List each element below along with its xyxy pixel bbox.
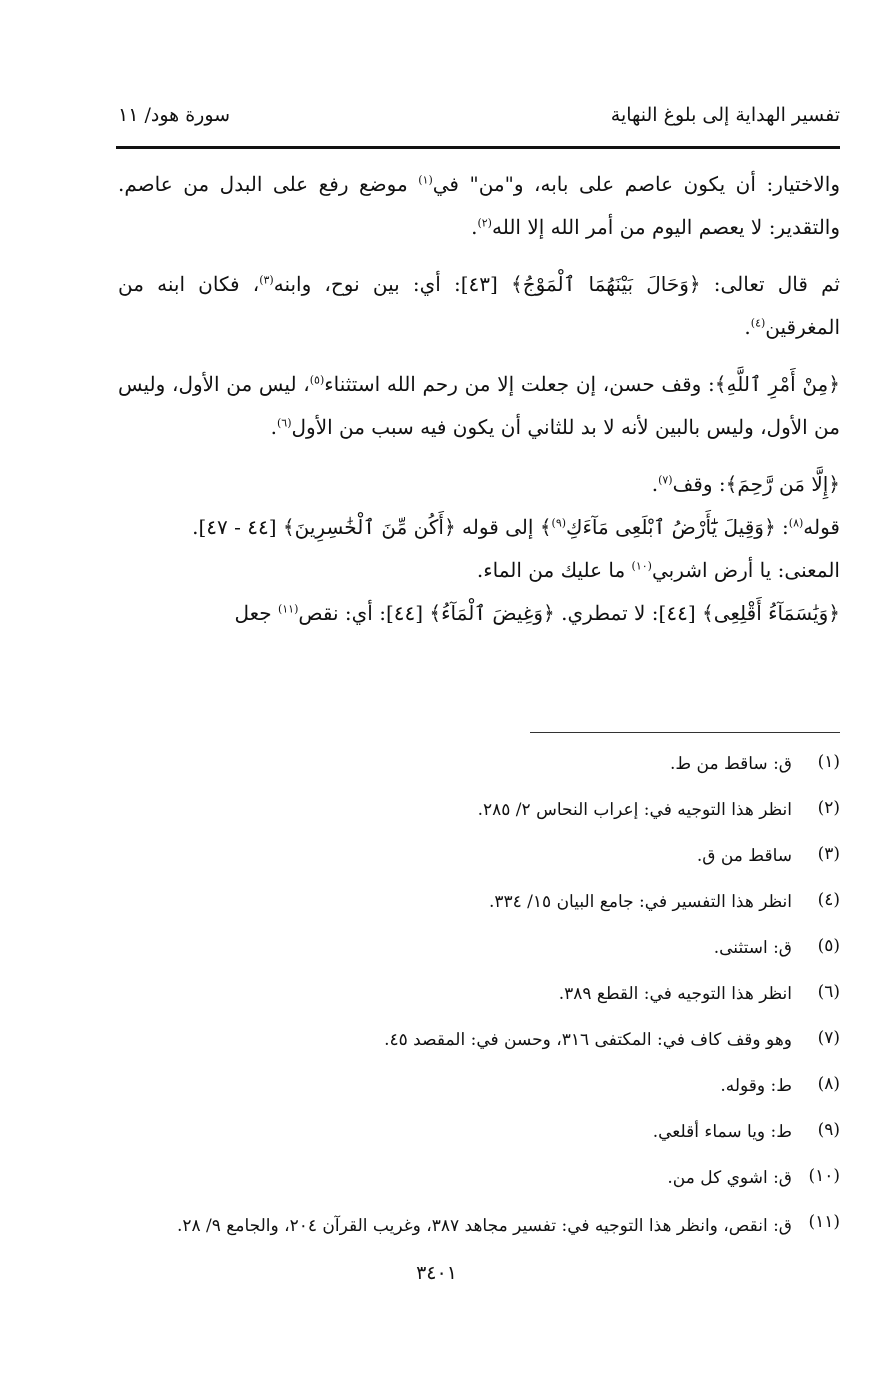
footnote-number: (٨)	[817, 1074, 840, 1094]
book-title: تفسير الهداية إلى بلوغ النهاية	[610, 104, 840, 126]
running-header	[118, 100, 840, 140]
header-rule	[116, 146, 840, 149]
footnote	[118, 1162, 840, 1195]
paragraph-7: ﴿وَيَٰسَمَآءُ أَقْلِعِى﴾ [٤٤]: لا تمطري. ﴿وَغِيضَ ٱلْمَآءُ﴾ [٤٤]: أي: نقص$^{(١١)}$ جعل	[234, 601, 840, 625]
footnote	[118, 1070, 840, 1103]
footnote-ref[interactable]: (٤)	[750, 316, 766, 330]
footnote	[118, 1024, 840, 1057]
footnote-ref[interactable]: (٣)	[259, 273, 274, 287]
footnote	[118, 932, 840, 965]
footnote	[118, 1208, 840, 1244]
footnote-text: ط: ويا سماء أقلعي.	[652, 1122, 792, 1142]
quran-verse: ﴿مِنْ أَمْرِ ٱللَّهِ﴾	[714, 372, 840, 396]
footnote-ref[interactable]: (٨)	[788, 516, 804, 530]
paragraph-6: المعنى: يا أرض اشربي$^{(١٠)}$ ما عليك من الماء.	[476, 558, 840, 582]
footnotes	[118, 748, 840, 1257]
paragraph-5: قوله$^{(٨)}$: ﴿وَقِيلَ يَٰٓأَرْضُ ٱبْلَعِى مَآءَكِ$^{(٩)}$﴾ إلى قوله ﴿أَكُن مِّنَ ٱلْخَٰسِرِينَ﴾ [٤٤ - ٤٧].	[192, 515, 840, 539]
footnote-ref[interactable]: (٩)	[551, 516, 567, 530]
footnote	[118, 978, 840, 1011]
footnote-number: (٩)	[817, 1120, 840, 1140]
page-number: ٣٤٠١	[416, 1262, 457, 1284]
footnote-text: ق: استثنى.	[713, 938, 792, 958]
quran-verse: ﴿وَقِيلَ يَٰٓأَرْضُ ٱبْلَعِى مَآءَكِ	[566, 515, 776, 539]
paragraph-4: ﴿إِلَّا مَن رَّحِمَ﴾: وقف$^{(٧)}$.	[651, 472, 840, 496]
footnote-ref[interactable]: (٢)	[477, 216, 492, 230]
footnote-number: (٦)	[817, 982, 840, 1002]
footnote-ref[interactable]: (٧)	[658, 473, 673, 487]
footnote-ref[interactable]: (٦)	[276, 416, 292, 430]
quran-verse: ﴿وَحَالَ بَيْنَهُمَا ٱلْمَوْجُ﴾	[511, 272, 701, 296]
footnote-text: ط: وقوله.	[720, 1076, 792, 1096]
footnote-number: (٢)	[817, 798, 840, 818]
quran-verse: ﴿إِلَّا مَن رَّحِمَ﴾	[725, 472, 840, 496]
footnote-text: انظر هذا التفسير في: جامع البيان ١٥/ ٣٣٤.	[488, 892, 792, 912]
footnote	[118, 1116, 840, 1149]
footnote-number: (١)	[817, 752, 840, 772]
footnote	[118, 886, 840, 919]
footnote-text: ق: انقص، وانظر هذا التوجيه في: تفسير مجاهد ٣٨٧، وغريب القرآن ٢٠٤، والجامع ٩/ ٢٨.	[176, 1216, 792, 1236]
quran-verse: ﴿وَيَٰسَمَآءُ أَقْلِعِى﴾	[702, 601, 840, 625]
main-text	[118, 163, 840, 635]
paragraph-2: ثم قال تعالى: ﴿وَحَالَ بَيْنَهُمَا ٱلْمَوْجُ﴾ [٤٣]: أي: بين نوح، وابنه$^{(٣)}$، فكان ابنه من المغرقين$^{(٤)}$.	[118, 272, 840, 339]
footnote	[118, 748, 840, 781]
surah-label: سورة هود/ ١١	[118, 104, 231, 126]
footnotes-divider	[530, 732, 840, 733]
footnote-ref[interactable]: (١٠)	[631, 559, 652, 573]
footnote	[118, 794, 840, 827]
footnote-text: وهو وقف كاف في: المكتفى ٣١٦، وحسن في: المقصد ٤٥.	[384, 1030, 792, 1050]
footnote-ref[interactable]: (١)	[418, 173, 433, 187]
footnote-text: ق: اشوي كل من.	[667, 1168, 792, 1188]
footnote-ref[interactable]: (١١)	[277, 602, 299, 616]
footnote-text: ق: ساقط من ط.	[670, 754, 792, 774]
paragraph-3: ﴿مِنْ أَمْرِ ٱللَّهِ﴾: وقف حسن، إن جعلت إلا من رحم الله استثناء$^{(٥)}$، ليس من الأول، وليس من الأول، وليس بالبين لأنه لا بد للثاني أن يكون فيه سبب من الأول$^{(٦)}$.	[118, 372, 840, 439]
footnote-number: (٣)	[817, 844, 840, 864]
footnote-number: (١٠)	[808, 1166, 840, 1186]
quran-verse: ﴿وَغِيضَ ٱلْمَآءُ﴾	[429, 601, 555, 625]
footnote-ref[interactable]: (٥)	[309, 373, 325, 387]
footnote-number: (٥)	[817, 936, 840, 956]
footnote-number: (٤)	[817, 890, 840, 910]
footnote-text: انظر هذا التوجيه في: إعراب النحاس ٢/ ٢٨٥.	[477, 800, 792, 820]
quran-verse: ﴿أَكُن مِّنَ ٱلْخَٰسِرِينَ﴾	[282, 515, 456, 539]
footnote-number: (١١)	[808, 1212, 840, 1232]
footnote-text: انظر هذا التوجيه في: القطع ٣٨٩.	[558, 984, 792, 1004]
footnote-number: (٧)	[817, 1028, 840, 1048]
footnote	[118, 840, 840, 873]
paragraph-1: والاختيار: أن يكون عاصم على بابه، و"من" في$^{(١)}$ موضع رفع على البدل من عاصم. والتقدير: لا يعصم اليوم من أمر الله إلا الله$^{(٢)}$.	[118, 172, 840, 239]
footnote-text: ساقط من ق.	[696, 846, 792, 866]
